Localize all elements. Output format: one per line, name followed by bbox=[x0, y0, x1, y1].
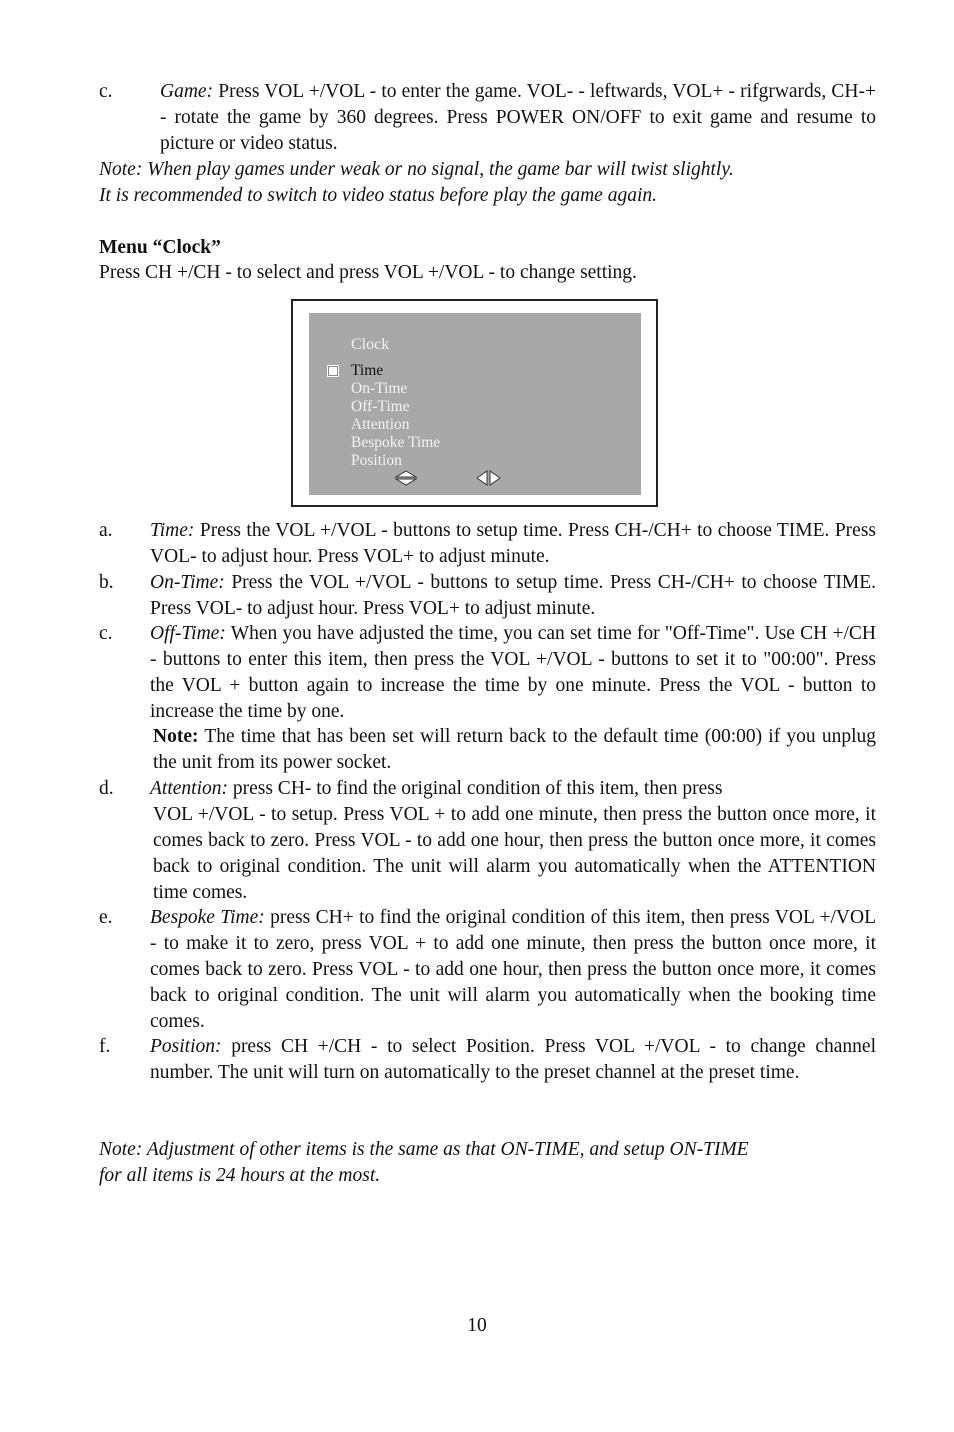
game-note-line-1: Note: When play games under weak or no signal, the game bar will twist slightly. bbox=[99, 159, 734, 180]
item-marker-e: e. bbox=[99, 907, 113, 928]
osd-item-attention: Attention bbox=[351, 416, 410, 433]
item-position-label: Position: bbox=[150, 1036, 222, 1057]
osd-menu-title: Clock bbox=[351, 336, 390, 353]
menu-clock-intro: Press CH +/CH - to select and press VOL +/VOL - to change setting. bbox=[99, 262, 637, 283]
item-time bbox=[150, 518, 876, 570]
item-on-time-label: On-Time: bbox=[150, 572, 225, 593]
osd-item-position: Position bbox=[351, 452, 402, 469]
game-item-text: Press VOL +/VOL - to enter the game. VOL- - leftwards, VOL+ - rifgrwards, CH-+ - rotate the game by 360 degrees. Press POWER ON/OFF to exit game and resume to picture or video status. bbox=[160, 81, 877, 154]
item-bespoke-time-label: Bespoke Time: bbox=[150, 907, 265, 928]
item-off-time-text: When you have adjusted the time, you can set time for "Off-Time". Use CH +/CH - buttons to enter this item, then press the VOL +/VOL - buttons to set it to "00:00". Press the VOL + button again to increase the time by one minute. Press the VOL - button to increase the time by one. bbox=[150, 623, 876, 722]
osd-screen bbox=[309, 313, 641, 495]
item-time-text: Press the VOL +/VOL - buttons to setup time. Press CH-/CH+ to choose TIME. Press VOL- to adjust hour. Press VOL+ to adjust minute. bbox=[150, 520, 877, 567]
osd-item-off-time: Off-Time bbox=[351, 398, 410, 415]
item-attention-text: press CH- to find the original condition of this item, then press bbox=[232, 778, 723, 799]
item-attention-label: Attention: bbox=[150, 778, 228, 799]
game-item bbox=[160, 79, 876, 157]
osd-item-bespoke-time: Bespoke Time bbox=[351, 434, 441, 451]
item-attention-continuation: VOL +/VOL - to setup. Press VOL + to add one minute, then press the button once more, it comes back to zero. Press VOL - to add one hour, then press the button once more, it comes back to original condition. The unit will alarm you automatically when the ATTENTION time comes. bbox=[153, 804, 876, 903]
item-off-time-label: Off-Time: bbox=[150, 623, 226, 644]
off-time-note bbox=[153, 724, 876, 776]
off-time-note-label: Note: bbox=[153, 726, 199, 747]
item-off-time bbox=[150, 621, 876, 725]
item-marker-c: c. bbox=[99, 623, 113, 644]
adjustment-note-line-1: Note: Adjustment of other items is the same as that ON-TIME, and setup ON-TIME bbox=[99, 1139, 749, 1160]
menu-clock-heading: Menu “Clock” bbox=[99, 237, 221, 258]
item-marker-f: f. bbox=[99, 1036, 111, 1057]
item-marker-b: b. bbox=[99, 572, 114, 593]
item-marker-d: d. bbox=[99, 778, 114, 799]
game-note-line-2: It is recommended to switch to video status before play the game again. bbox=[99, 185, 657, 206]
left-right-arrow-icon bbox=[476, 470, 502, 486]
up-down-arrow-icon bbox=[394, 470, 418, 486]
adjustment-note bbox=[99, 1137, 879, 1189]
osd-item-on-time: On-Time bbox=[351, 380, 408, 397]
item-position bbox=[150, 1034, 876, 1086]
game-note bbox=[99, 157, 879, 209]
item-bespoke-time bbox=[150, 905, 876, 1035]
osd-item-time: Time bbox=[351, 362, 384, 379]
clock-menu-screenshot bbox=[291, 299, 658, 507]
game-item-label: Game: bbox=[160, 81, 214, 102]
item-on-time bbox=[150, 570, 876, 622]
item-marker-a: a. bbox=[99, 520, 113, 541]
item-attention bbox=[150, 776, 876, 802]
osd-selection-box-icon bbox=[327, 365, 339, 377]
item-position-text: press CH +/CH - to select Position. Press VOL +/VOL - to change channel number. The unit will turn on automatically to the preset channel at the preset time. bbox=[150, 1036, 877, 1083]
off-time-note-text: The time that has been set will return back to the default time (00:00) if you unplug the unit from its power socket. bbox=[153, 726, 876, 773]
item-on-time-text: Press the VOL +/VOL - buttons to setup time. Press CH-/CH+ to choose TIME. Press VOL- to adjust hour. Press VOL+ to adjust minute. bbox=[150, 572, 877, 619]
adjustment-note-line-2: for all items is 24 hours at the most. bbox=[99, 1165, 381, 1186]
item-time-label: Time: bbox=[150, 520, 195, 541]
item-bespoke-time-text: press CH+ to find the original condition of this item, then press VOL +/VOL - to make it to zero, press VOL + to add one minute, then press the button once more, it comes back to zero. Press VOL - to add one hour, then press the button once more, it comes back to original condition. The unit will alarm you automatically when the booking time comes. bbox=[150, 907, 877, 1032]
game-item-marker: c. bbox=[99, 81, 113, 102]
page-number: 10 bbox=[467, 1315, 487, 1336]
